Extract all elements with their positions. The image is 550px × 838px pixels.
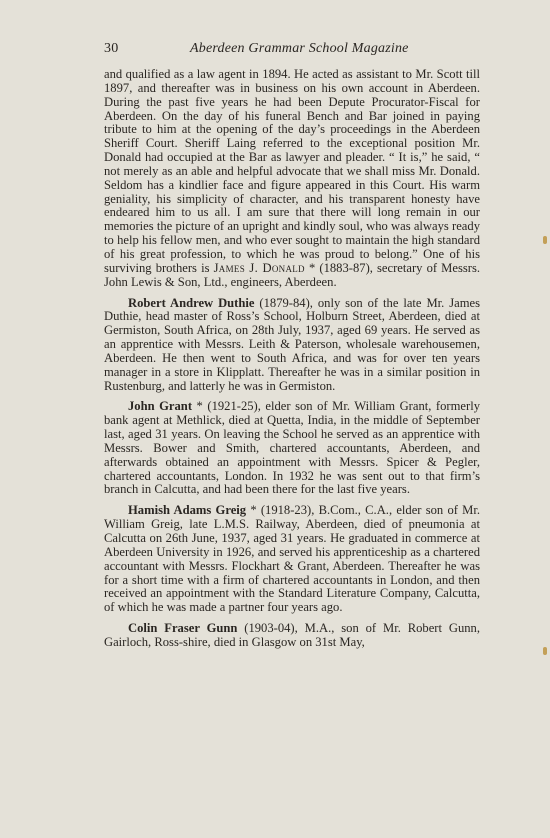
person-name: Colin Fraser Gunn — [128, 621, 238, 636]
obituary-text — [104, 68, 480, 657]
paragraph-text: * (1883-87), secretary of Messrs. John Lewis & Son, Ltd., engineers, Aberdeen. — [104, 260, 481, 289]
person-name: Robert Andrew Duthie — [128, 295, 255, 310]
entry-gunn — [104, 622, 480, 650]
paragraph-text: * (1918-23), B.Com., C.A., elder son of Mr. William Greig, late L.M.S. Railway, Aberdeen, died of pneumonia at Calcutta on 26th June, 1937, aged 31 years. He graduated in commerce at Aberdeen University in 1926, and served his apprenticeship as a chartered accountant with Messrs. Flockhart & Grant, Aberdeen. Thereafter he was for a short time with a firm of chartered accountants in London, and then received an appointment with the Standard Literature Company, Calcutta, of which he was made a partner four years ago. — [104, 503, 481, 615]
paragraph-text: (1879-84), only son of the late Mr. James Duthie, head master of Ross’s School, Holburn Street, Aberdeen, died at Germiston, South Africa, on 28th July, 1937, aged 69 years. He served as an apprentice with Messrs. Leith & Paterson, wholesale warehousemen, Aberdeen. He then went to South Africa, and was for over ten years manager in a store in Klipplatt. Thereafter he was in a similar position in Rustenburg, and latterly he was in Germiston. — [104, 295, 481, 393]
page-header — [104, 41, 482, 61]
paragraph-text: * (1921-25), elder son of Mr. William Grant, formerly bank agent at Methlick, died at Quetta, India, in the middle of September last, aged 31 years. On leaving the School he served as an apprentice with Messrs. Bower and Smith, chartered accountants, Aberdeen, and afterwards obtained an appointment with Messrs. Spicer & Pegler, chartered accountants, London. In 1932 he was sent out to that firm’s branch in Calcutta, and had been there for the last five years. — [104, 399, 480, 497]
paragraph-donald-continued — [104, 68, 480, 290]
person-name: Hamish Adams Greig — [128, 503, 247, 518]
person-name: John Grant — [128, 399, 193, 414]
page-edge-mark — [543, 647, 547, 655]
entry-grant — [104, 400, 480, 497]
page-edge-mark — [543, 236, 547, 244]
paragraph-text: (1903-04), M.A., son of Mr. Robert Gunn, Gairloch, Ross-shire, died in Glasgow on 31st May, — [104, 621, 480, 649]
entry-duthie — [104, 297, 480, 394]
entry-greig — [104, 504, 480, 615]
paragraph-text: and qualified as a law agent in 1894. He acted as assistant to Mr. Scott till 1897, and thereafter was in business on his own account in Aberdeen. During the past five years he had been Depute Procurator-Fiscal for Aberdeen. On the day of his funeral Bench and Bar joined in paying tribute to him at the opening of the day’s proceedings in the Aberdeen Sheriff Court. Sheriff Laing referred to the exceptional position Mr. Donald had occupied at the Bar as lawyer and pleader. “ It is,” he said, “ not merely as an able and helpful advocate that we shall miss Mr. Donald. Seldom has a kindlier face and figure appeared in this Court. His warm geniality, his simplicity of character, and his transparent honesty have endeared him to us all. I am sure that there will long remain in our memories the picture of an upright and kindly soul, who was always ready to help his fellow men, and who ever sought to maintain the high standard of his great profession, to which he was proud to belong.” One of his surviving brothers is — [104, 67, 480, 275]
running-title: Aberdeen Grammar School Magazine — [190, 41, 409, 56]
page-number: 30 — [104, 41, 119, 56]
person-name: James J. Donald — [213, 260, 305, 275]
